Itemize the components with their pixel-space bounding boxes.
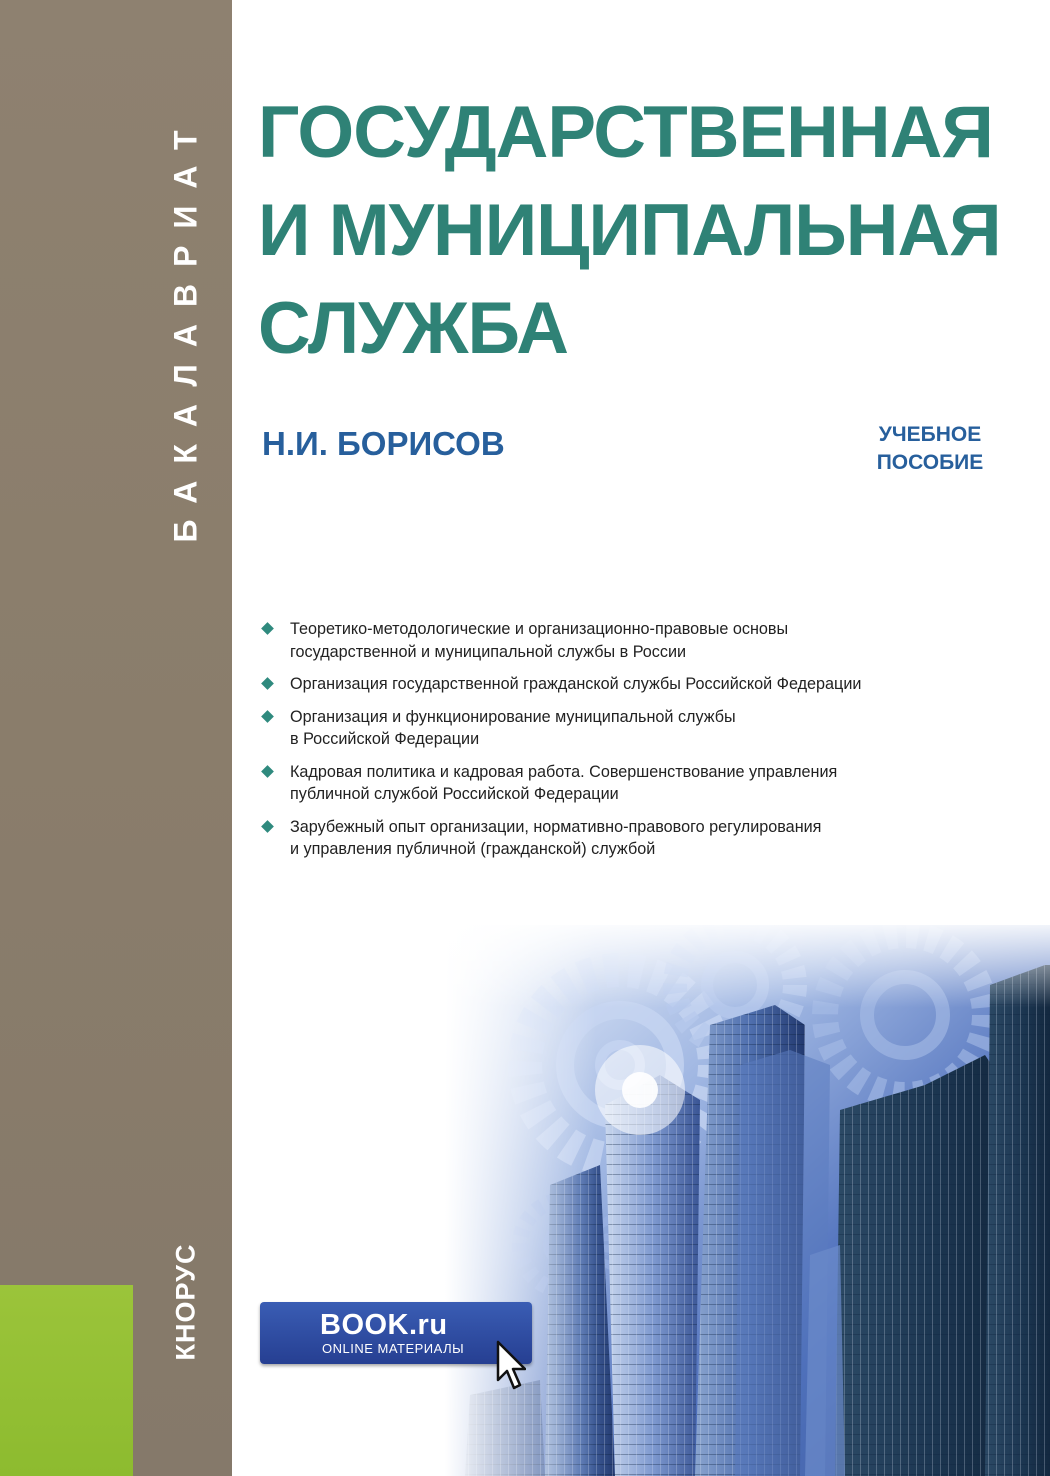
title-line: СЛУЖБА xyxy=(258,288,568,369)
topic-item xyxy=(262,673,952,696)
title-line: ГОСУДАРСТВЕННАЯ xyxy=(258,92,993,173)
topic-line: публичной службой Российской Федерации xyxy=(290,785,619,803)
topic-line: Организация государственной гражданской службы Российской Федерации xyxy=(290,675,862,693)
topic-item xyxy=(262,816,952,861)
publisher-color-block xyxy=(0,1285,133,1476)
bookru-badge[interactable] xyxy=(260,1302,532,1364)
publisher-name: КНОРУС xyxy=(170,1243,201,1361)
book-type-line: УЧЕБНОЕ xyxy=(878,423,982,446)
topic-item xyxy=(262,618,952,663)
diamond-bullet-icon xyxy=(261,677,274,690)
badge-subtitle: ONLINE МАТЕРИАЛЫ xyxy=(322,1341,465,1356)
topic-line: в Российской Федерации xyxy=(290,730,480,748)
topic-line: Кадровая политика и кадровая работа. Совершенствование управления xyxy=(290,762,838,781)
topic-line: Зарубежный опыт организации, нормативно-правового регулирования xyxy=(290,817,822,836)
book-type-line: ПОСОБИЕ xyxy=(876,451,984,474)
topic-line: Организация и функционирование муниципальной службы xyxy=(290,707,736,726)
diamond-bullet-icon xyxy=(261,622,274,635)
title-line: И МУНИЦИПАЛЬНАЯ xyxy=(258,190,1001,271)
author-name: Н.И. БОРИСОВ xyxy=(262,425,505,462)
topic-item xyxy=(262,706,952,751)
topic-line: Теоретико-методологические и организационно-правовые основы xyxy=(290,620,789,638)
topic-line: государственной и муниципальной службы в России xyxy=(290,642,687,661)
series-label: БАКАЛАВРИАТ xyxy=(167,113,204,543)
topics-list xyxy=(262,618,952,871)
book-type-label xyxy=(870,421,990,477)
badge-title: BOOK.ru xyxy=(320,1309,448,1341)
diamond-bullet-icon xyxy=(261,710,274,723)
cover-illustration xyxy=(445,925,1050,1476)
cursor-arrow-icon xyxy=(496,1340,526,1392)
book-title xyxy=(258,84,1018,378)
diamond-bullet-icon xyxy=(261,765,274,778)
diamond-bullet-icon xyxy=(261,820,274,833)
topic-line: и управления публичной (гражданской) службой xyxy=(290,840,656,858)
topic-item xyxy=(262,761,952,806)
